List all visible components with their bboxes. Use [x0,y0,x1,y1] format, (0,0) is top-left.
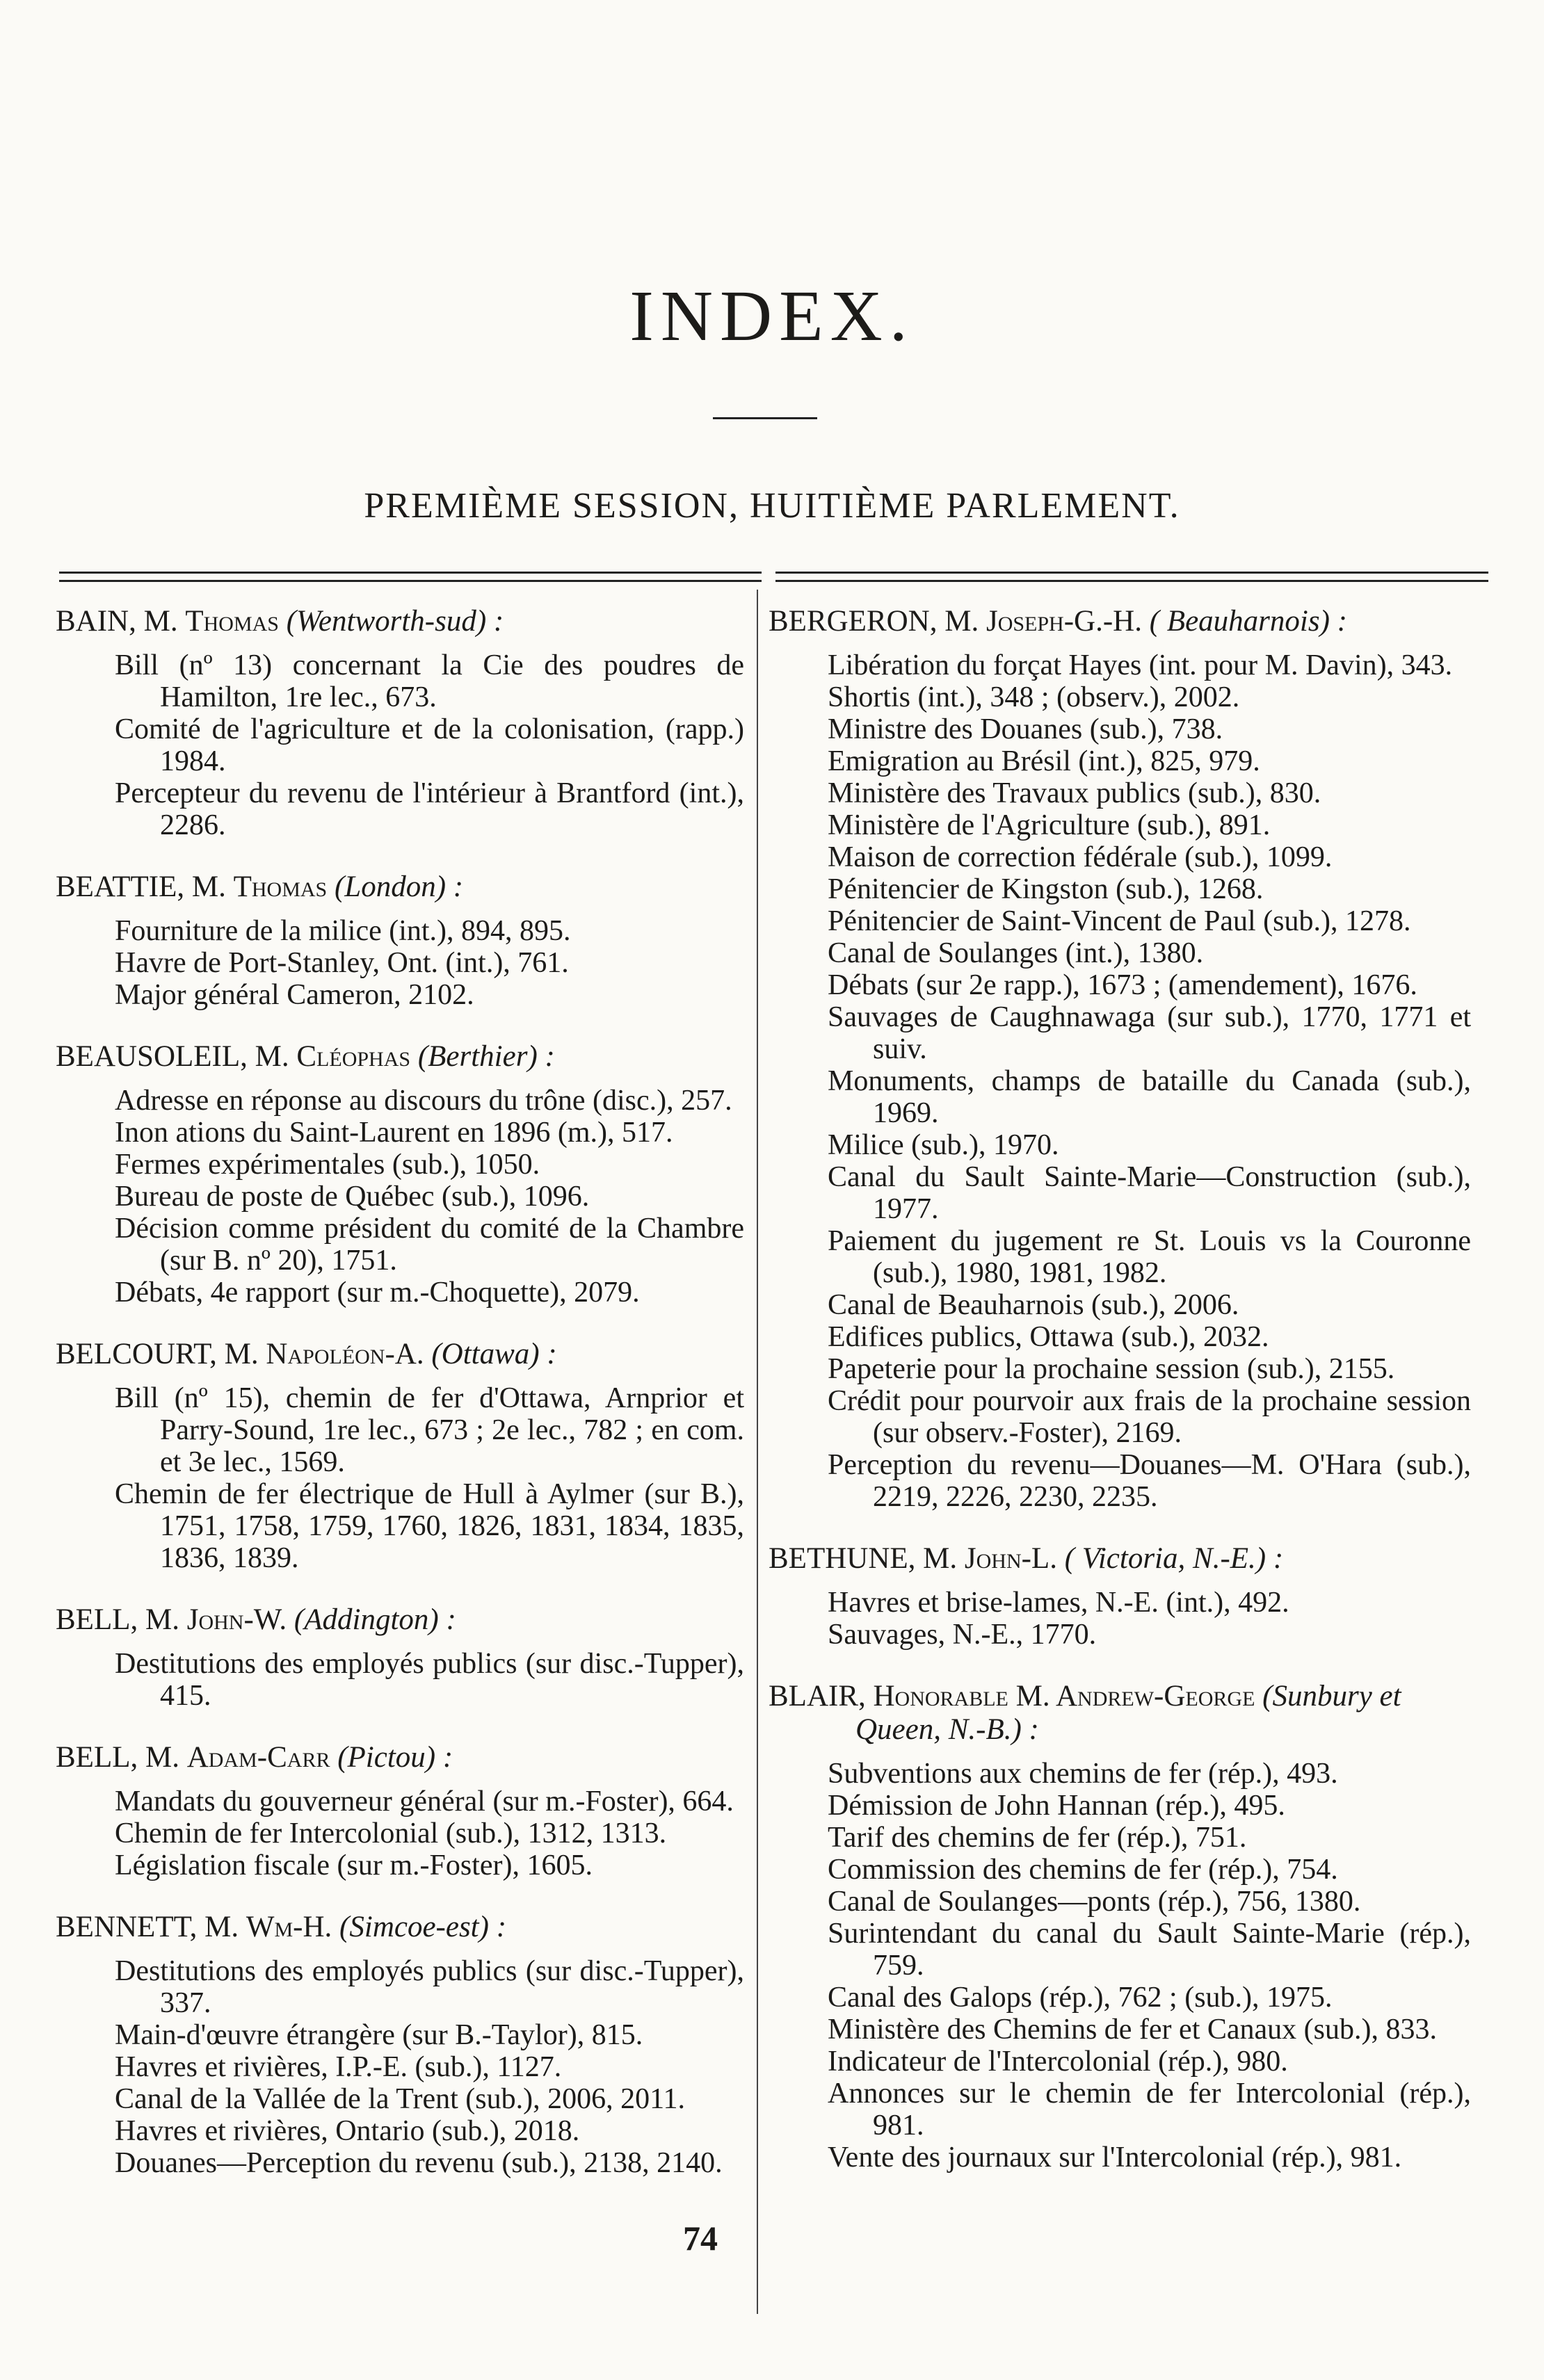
index-entry [56,605,744,841]
title-rule [713,417,817,419]
member-riding: (Pictou) : [337,1741,453,1774]
index-item: Vente des journaux sur l'Intercolonial (rép.), 981. [828,2142,1402,2173]
member-given-name: Cléophas [296,1040,411,1073]
session-heading: PREMIÈME SESSION, HUITIÈME PARLEMENT. [364,486,1180,526]
member-surname: BLAIR, [769,1680,874,1713]
index-entry [56,1741,744,1881]
index-item: Maison de correction fédérale (sub.), 1099. [828,841,1333,873]
index-item: Milice (sub.), 1970. [828,1129,1059,1161]
index-item: Main-d'œuvre étrangère (sur B.-Taylor), 815. [115,2019,643,2051]
index-item: Sauvages de Caughnawaga (sur sub.), 1770, 1771 et suiv. [828,1001,1471,1065]
member-given-name: John-W. [186,1603,287,1636]
index-column-right [769,605,1471,2203]
index-item: Perception du revenu—Douanes—M. O'Hara (sub.), 2219, 2226, 2230, 2235. [828,1449,1471,1513]
index-item: Destitutions des employés publics (sur disc.-Tupper), 337. [115,1955,744,2019]
entry-heading [56,871,744,904]
index-item: Mandats du gouverneur général (sur m.-Foster), 664. [115,1786,734,1818]
index-item: Ministre des Douanes (sub.), 738. [828,713,1223,745]
index-item: Canal de Soulanges—ponts (rép.), 756, 1380. [828,1886,1361,1918]
index-item: Fourniture de la milice (int.), 894, 895. [115,915,571,947]
member-surname: BEATTIE, M. [56,871,234,903]
index-item: Pénitencier de Kingston (sub.), 1268. [828,873,1264,905]
member-given-name: Adam-Carr [186,1741,330,1774]
index-item: Destitutions des employés publics (sur disc.-Tupper), 415. [115,1648,744,1712]
member-surname: BELL, M. [56,1741,187,1774]
entry-heading [56,605,744,638]
entry-heading [769,1542,1471,1576]
index-item: Emigration au Brésil (int.), 825, 979. [828,745,1260,777]
index-entry [769,605,1471,1513]
entry-heading [56,1603,744,1637]
member-given-name: John-L. [964,1542,1057,1575]
index-item: Décision comme président du comité de la Chambre (sur B. nº 20), 1751. [115,1213,744,1277]
index-item: Havres et rivières, Ontario (sub.), 2018. [115,2115,580,2147]
index-column-left [56,605,744,2208]
member-given-name: Wm-H. [246,1911,332,1943]
index-item: Ministère de l'Agriculture (sub.), 891. [828,809,1271,841]
member-riding: (Sunbury et Queen, N.-B.) : [855,1680,1401,1746]
index-item: Débats, 4e rapport (sur m.-Choquette), 2079. [115,1277,640,1309]
entry-heading [769,605,1471,638]
member-given-name: Joseph-G.-H. [986,605,1142,638]
index-item: Canal de Beauharnois (sub.), 2006. [828,1289,1239,1321]
index-item: Tarif des chemins de fer (rép.), 751. [828,1822,1247,1854]
page-number: 74 [683,2219,718,2258]
index-item: Crédit pour pourvoir aux frais de la prochaine session (sur observ.-Foster), 2169. [828,1385,1471,1449]
index-item: Ministère des Chemins de fer et Canaux (sub.), 833. [828,2014,1437,2046]
index-item: Sauvages, N.-E., 1770. [828,1619,1097,1651]
member-riding: (Addington) : [293,1603,456,1636]
entry-heading [769,1680,1471,1747]
index-item: Canal du Sault Sainte-Marie—Construction (sub.), 1977. [828,1161,1471,1225]
member-given-name: Honorable M. Andrew-George [873,1680,1255,1713]
entry-heading [56,1040,744,1074]
index-item: Surintendant du canal du Sault Sainte-Marie (rép.), 759. [828,1918,1471,1982]
member-given-name: Thomas [185,605,279,638]
index-entry [56,1603,744,1712]
index-item: Canal de la Vallée de la Trent (sub.), 2006, 2011. [115,2083,686,2115]
index-item: Havres et rivières, I.P.-E. (sub.), 1127. [115,2051,562,2083]
column-divider [757,590,758,2314]
index-item: Paiement du jugement re St. Louis vs la Couronne (sub.), 1980, 1981, 1982. [828,1225,1471,1289]
index-item: Bureau de poste de Québec (sub.), 1096. [115,1181,590,1213]
index-item: Démission de John Hannan (rép.), 495. [828,1790,1285,1822]
index-item: Canal des Galops (rép.), 762 ; (sub.), 1975. [828,1982,1333,2014]
index-item: Adresse en réponse au discours du trône (disc.), 257. [115,1085,732,1117]
index-entry [56,1040,744,1309]
index-item: Havre de Port-Stanley, Ont. (int.), 761. [115,947,569,979]
index-item: Pénitencier de Saint-Vincent de Paul (sub.), 1278. [828,905,1411,937]
index-item: Canal de Soulanges (int.), 1380. [828,937,1204,969]
member-riding: (Ottawa) : [431,1338,557,1370]
index-entry [56,1911,744,2179]
member-surname: BELCOURT, M. [56,1338,266,1370]
entry-heading [56,1911,744,1944]
member-riding: (Berthier) : [417,1040,555,1073]
index-item: Chemin de fer électrique de Hull à Aylmer (sur B.), 1751, 1758, 1759, 1760, 1826, 1831, 1834, 1835, 1836, 1839. [115,1478,744,1574]
member-riding: (London) : [334,871,464,903]
index-entry [56,871,744,1011]
index-item: Major général Cameron, 2102. [115,979,474,1011]
member-riding: ( Victoria, N.-E.) : [1064,1542,1284,1575]
index-item: Indicateur de l'Intercolonial (rép.), 980. [828,2046,1288,2078]
entry-heading [56,1741,744,1774]
member-riding: ( Beauharnois) : [1149,605,1347,638]
index-item: Monuments, champs de bataille du Canada (sub.), 1969. [828,1065,1471,1129]
index-entry [769,1680,1471,2173]
index-item: Législation fiscale (sur m.-Foster), 1605. [115,1849,593,1881]
double-rule-left [59,572,762,582]
index-item: Comité de l'agriculture et de la colonisation, (rapp.) 1984. [115,713,744,777]
member-surname: BETHUNE, M. [769,1542,965,1575]
member-riding: (Wentworth-sud) : [286,605,504,638]
index-item: Fermes expérimentales (sub.), 1050. [115,1149,540,1181]
member-surname: BERGERON, M. [769,605,986,638]
index-item: Bill (nº 15), chemin de fer d'Ottawa, Arnprior et Parry-Sound, 1re lec., 673 ; 2e lec., 782 ; en com. et 3e lec., 1569. [115,1382,744,1478]
member-surname: BENNETT, M. [56,1911,246,1943]
index-item: Libération du forçat Hayes (int. pour M. Davin), 343. [828,649,1453,681]
index-item: Douanes—Perception du revenu (sub.), 2138, 2140. [115,2147,723,2179]
index-item: Percepteur du revenu de l'intérieur à Brantford (int.), 2286. [115,777,744,841]
index-item: Subventions aux chemins de fer (rép.), 493. [828,1758,1338,1790]
index-item: Chemin de fer Intercolonial (sub.), 1312, 1313. [115,1818,667,1849]
index-item: Bill (nº 13) concernant la Cie des poudres de Hamilton, 1re lec., 673. [115,649,744,713]
index-item: Papeterie pour la prochaine session (sub.), 2155. [828,1353,1395,1385]
index-item: Ministère des Travaux publics (sub.), 830. [828,777,1321,809]
index-item: Shortis (int.), 348 ; (observ.), 2002. [828,681,1240,713]
index-item: Annonces sur le chemin de fer Intercolonial (rép.), 981. [828,2078,1471,2142]
entry-heading [56,1338,744,1371]
index-item: Edifices publics, Ottawa (sub.), 2032. [828,1321,1269,1353]
index-item: Débats (sur 2e rapp.), 1673 ; (amendement), 1676. [828,969,1417,1001]
member-surname: BEAUSOLEIL, M. [56,1040,297,1073]
member-riding: (Simcoe-est) : [339,1911,507,1943]
member-surname: BELL, M. [56,1603,187,1636]
member-given-name: Thomas [233,871,328,903]
index-entry [56,1338,744,1574]
page-title: INDEX. [629,276,915,356]
member-surname: BAIN, M. [56,605,186,638]
index-item: Havres et brise-lames, N.-E. (int.), 492. [828,1587,1289,1619]
double-rule-right [775,572,1488,582]
index-item: Inon ations du Saint-Laurent en 1896 (m.), 517. [115,1117,673,1149]
member-given-name: Napoléon-A. [266,1338,424,1370]
index-entry [769,1542,1471,1651]
index-item: Commission des chemins de fer (rép.), 754. [828,1854,1338,1886]
